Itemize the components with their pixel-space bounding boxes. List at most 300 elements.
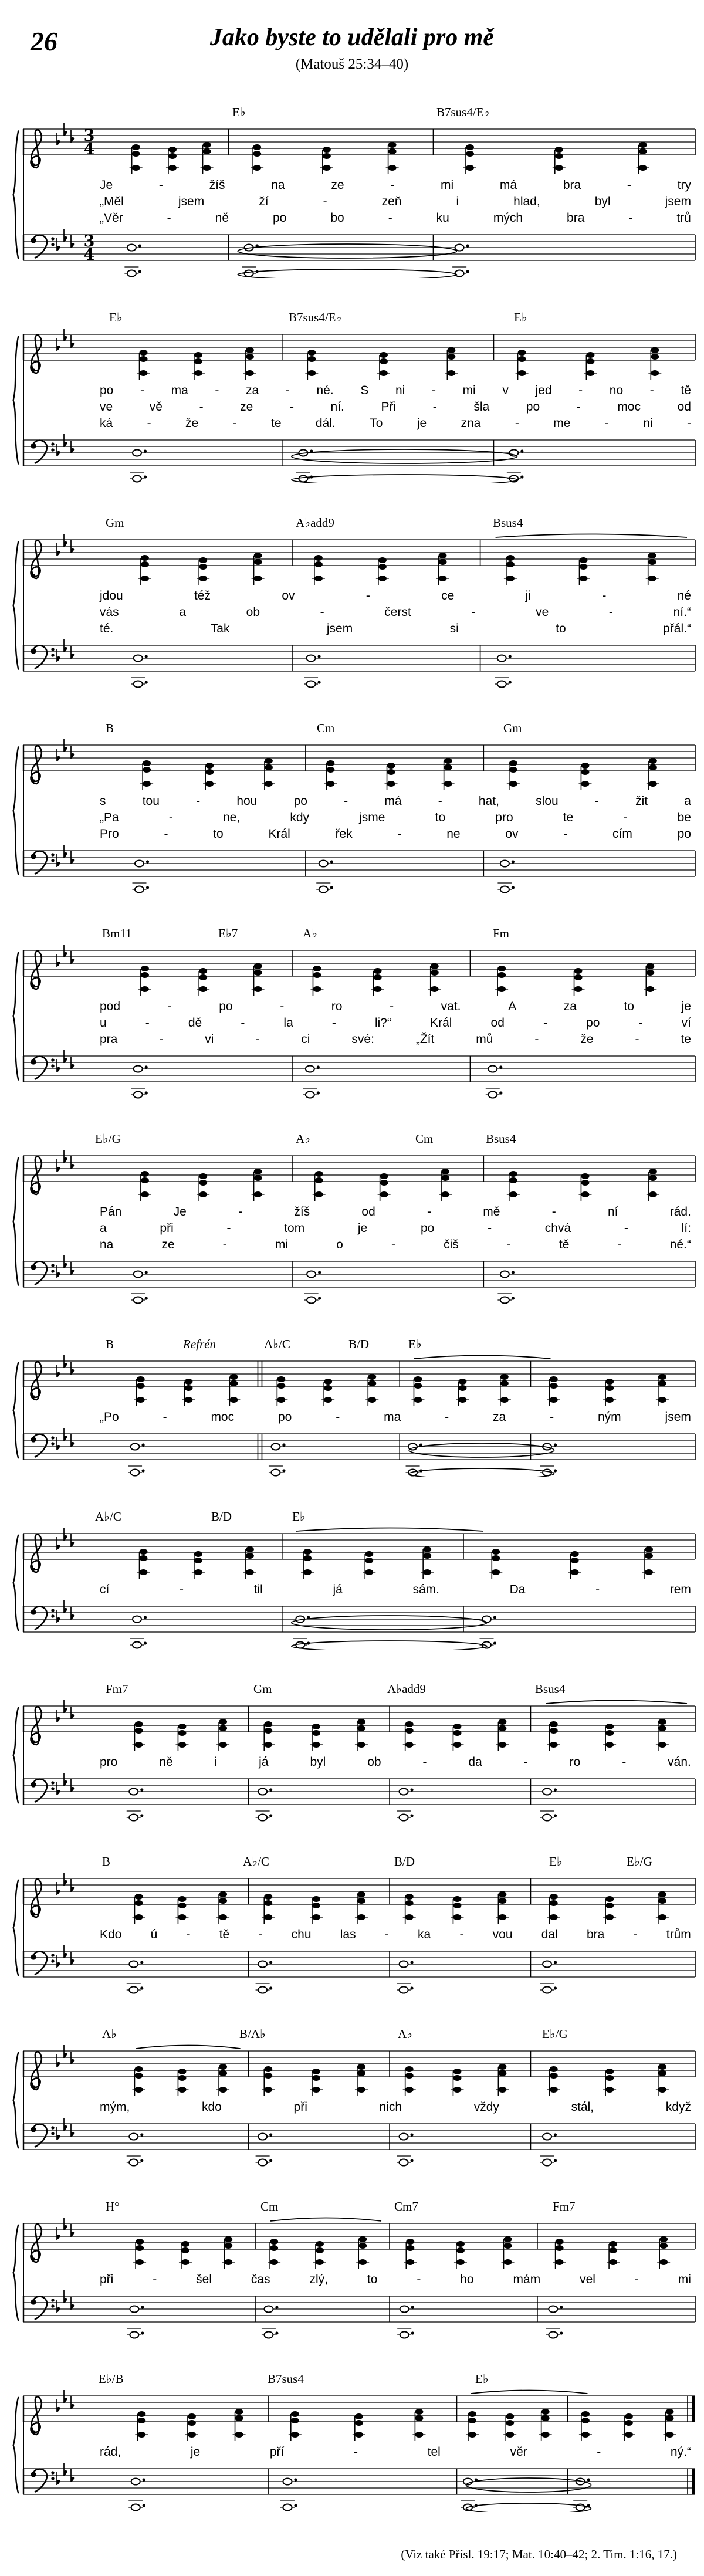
- lyric-syllable: tou: [142, 794, 160, 808]
- lyric-syllable: zeň: [381, 195, 402, 208]
- footnote: (Viz také Přísl. 19:17; Mat. 10:40–42; 2. Tim. 1:16, 17.): [401, 2547, 677, 2561]
- lyric-syllable: za: [246, 384, 259, 397]
- lyric-syllable: -: [147, 417, 151, 430]
- lyric-syllable: -: [417, 2273, 421, 2286]
- treble-staff-drawing: [0, 941, 704, 997]
- lyric-syllable: vás: [100, 605, 119, 619]
- chord-label: A♭: [102, 2027, 117, 2041]
- bass-staff: [0, 1944, 704, 1995]
- chord-row: [0, 720, 704, 736]
- treble-staff: [0, 941, 704, 997]
- lyric-syllable: vi: [205, 1033, 214, 1046]
- lyric-syllable: si: [449, 622, 459, 635]
- lyric-syllable: kdy: [290, 811, 309, 824]
- lyric-line: [100, 399, 691, 415]
- lyric-syllable: je: [190, 2445, 201, 2459]
- lyric-syllable: trů: [676, 211, 691, 225]
- lyric-syllable: mi: [440, 178, 454, 192]
- lyric-syllable: be: [677, 811, 691, 824]
- lyric-syllable: ro: [569, 1755, 581, 1769]
- chord-label: A♭: [398, 2027, 413, 2041]
- lyric-syllable: cí: [100, 1583, 110, 1596]
- bass-staff-drawing: [0, 1427, 704, 1477]
- system-start-barline: [23, 129, 24, 260]
- bass-staff: [0, 1049, 704, 1099]
- lyric-syllable: né.: [316, 384, 334, 397]
- lyric-syllable: vždy: [473, 2100, 499, 2114]
- lyric-syllable: čerst: [384, 605, 411, 619]
- chord-label: Gm: [253, 1682, 272, 1696]
- treble-staff: [0, 1697, 704, 1753]
- system-brace-icon: [12, 129, 20, 260]
- music-system: [0, 1681, 704, 1822]
- chord-label: B: [102, 1854, 111, 1868]
- lyric-syllable: To: [370, 417, 383, 430]
- lyric-syllable: pro: [100, 1755, 118, 1769]
- lyric-syllable: -: [159, 1033, 164, 1046]
- lyric-syllable: -: [179, 1583, 184, 1596]
- lyric-syllable: když: [665, 2100, 691, 2114]
- system-brace-icon: [12, 540, 20, 671]
- chord-label: E♭: [292, 1509, 306, 1524]
- chord-label: A♭add9: [387, 1682, 426, 1696]
- treble-staff: [0, 1352, 704, 1408]
- lyric-syllable: ne: [446, 827, 461, 841]
- chord-label: H°: [106, 2199, 120, 2213]
- lyric-line: [100, 1015, 691, 1031]
- music-system: [0, 2026, 704, 2167]
- chord-row: [0, 926, 704, 941]
- lyric-syllable: -: [289, 400, 294, 414]
- bass-staff: [0, 2289, 704, 2340]
- lyric-syllable: -: [638, 1016, 643, 1030]
- lyric-syllable: mám: [513, 2273, 541, 2286]
- lyric-syllable: moc: [617, 400, 641, 414]
- lyric-line: [100, 1409, 691, 1426]
- chord-label: E♭7: [218, 926, 238, 940]
- chord-label: E♭: [475, 2372, 489, 2386]
- lyric-line: [100, 998, 691, 1015]
- lyric-line: [100, 810, 691, 826]
- lyrics-block: [0, 176, 704, 228]
- lyric-syllable: té.: [100, 622, 114, 635]
- lyric-syllable: šla: [473, 400, 490, 414]
- lyric-syllable: -: [186, 1928, 191, 1941]
- lyric-syllable: -: [199, 400, 204, 414]
- lyric-syllable: -: [649, 384, 654, 397]
- lyric-line: [100, 2099, 691, 2115]
- chord-label: E♭: [408, 1337, 422, 1351]
- chord-label: E♭/G: [542, 2027, 568, 2041]
- lyric-syllable: a: [100, 1221, 107, 1235]
- chord-label: B/D: [394, 1854, 415, 1868]
- treble-staff: [0, 1146, 704, 1203]
- lyric-syllable: -: [576, 400, 581, 414]
- lyric-syllable: ní.“: [673, 605, 691, 619]
- lyric-syllable: -: [594, 794, 599, 808]
- bass-staff-drawing: [0, 228, 704, 278]
- lyric-syllable: -: [140, 384, 144, 397]
- lyric-syllable: má: [384, 794, 402, 808]
- lyric-syllable: -: [258, 1928, 263, 1941]
- lyric-syllable: bra: [587, 1928, 605, 1941]
- chord-label: B: [106, 721, 114, 735]
- system-start-barline: [23, 1534, 24, 1632]
- lyric-line: [100, 588, 691, 604]
- chord-label: Bm11: [102, 926, 132, 940]
- bass-staff-drawing: [0, 1772, 704, 1822]
- lyric-syllable: od: [361, 1205, 375, 1218]
- chord-row: [0, 2371, 704, 2387]
- chord-label: E♭/G: [95, 1132, 121, 1146]
- lyric-syllable: též: [194, 589, 211, 602]
- lyric-syllable: jsem: [326, 622, 353, 635]
- lyric-syllable: -: [602, 589, 607, 602]
- lyric-line: [100, 2444, 691, 2460]
- lyric-syllable: ob: [246, 605, 260, 619]
- chord-label: A♭: [303, 926, 318, 940]
- lyric-syllable: ze: [161, 1238, 175, 1251]
- system-start-barline: [23, 1156, 24, 1287]
- lyric-syllable: -: [635, 1033, 639, 1046]
- lyric-syllable: po: [421, 1221, 435, 1235]
- treble-staff: [0, 1524, 704, 1580]
- lyric-syllable: -: [551, 1205, 556, 1218]
- lyric-syllable: věr: [510, 2445, 527, 2459]
- lyric-syllable: „Věr: [100, 211, 123, 225]
- lyric-syllable: o: [336, 1238, 343, 1251]
- lyric-syllable: -: [578, 384, 583, 397]
- treble-staff: [0, 2214, 704, 2270]
- lyric-syllable: na: [100, 1238, 114, 1251]
- lyric-syllable: bo: [330, 211, 344, 225]
- chord-label: B7sus4: [268, 2372, 304, 2386]
- lyric-syllable: -: [390, 178, 395, 192]
- bass-staff: [0, 638, 704, 689]
- lyric-syllable: slou: [536, 794, 559, 808]
- lyric-syllable: ví: [681, 1016, 691, 1030]
- lyric-syllable: ve: [100, 400, 113, 414]
- lyric-syllable: né.“: [669, 1238, 691, 1251]
- lyric-syllable: -: [323, 195, 327, 208]
- lyric-syllable: -: [163, 1410, 167, 1424]
- lyric-syllable: žíš: [209, 178, 225, 192]
- lyric-syllable: try: [677, 178, 691, 192]
- lyric-syllable: vat.: [441, 1000, 461, 1013]
- system-brace-icon: [12, 950, 20, 1082]
- lyric-syllable: žíš: [294, 1205, 310, 1218]
- lyric-syllable: ro: [331, 1000, 343, 1013]
- lyric-syllable: stál,: [571, 2100, 594, 2114]
- music-system: [0, 1854, 704, 1995]
- system-start-barline: [23, 540, 24, 671]
- lyric-syllable: -: [633, 1928, 638, 1941]
- bass-staff-drawing: [0, 2289, 704, 2340]
- lyric-syllable: já: [259, 1755, 269, 1769]
- lyric-syllable: Pro: [100, 827, 119, 841]
- chord-label: A♭add9: [296, 516, 334, 530]
- system-start-barline: [23, 334, 24, 466]
- lyric-syllable: ván.: [668, 1755, 691, 1769]
- lyric-syllable: po: [273, 211, 287, 225]
- lyric-syllable: -: [543, 1016, 547, 1030]
- treble-staff: [0, 120, 704, 176]
- lyric-syllable: mi: [462, 384, 476, 397]
- lyric-syllable: tom: [284, 1221, 305, 1235]
- lyric-syllable: jsme: [359, 811, 385, 824]
- lyric-syllable: -: [623, 811, 628, 824]
- chord-label: E♭: [549, 1854, 563, 1868]
- lyric-line: [100, 793, 691, 810]
- bass-staff-drawing: [0, 1254, 704, 1305]
- lyric-syllable: -: [397, 827, 402, 841]
- chord-label: Cm: [415, 1132, 434, 1146]
- lyric-syllable: -: [459, 1928, 464, 1941]
- lyric-syllable: -: [320, 605, 324, 619]
- lyric-syllable: tě: [681, 384, 691, 397]
- music-system: [0, 1131, 704, 1305]
- lyric-line: [100, 2272, 691, 2288]
- lyric-syllable: ne,: [222, 811, 241, 824]
- treble-staff-drawing: [0, 1697, 704, 1753]
- lyric-syllable: Tak: [210, 622, 230, 635]
- lyrics-block: [0, 381, 704, 433]
- lyric-syllable: no: [609, 384, 624, 397]
- treble-staff-drawing: [0, 1352, 704, 1408]
- lyric-syllable: moc: [211, 1410, 235, 1424]
- lyric-syllable: -: [628, 211, 633, 225]
- lyric-line: [100, 177, 691, 194]
- lyric-syllable: Da: [509, 1583, 526, 1596]
- lyric-syllable: -: [432, 400, 437, 414]
- chord-label: A♭/C: [95, 1509, 121, 1524]
- lyric-syllable: -: [627, 178, 631, 192]
- lyric-syllable: ze: [240, 400, 253, 414]
- system-brace-icon: [12, 745, 20, 876]
- lyric-line: [100, 210, 691, 226]
- lyric-syllable: mů: [476, 1033, 493, 1046]
- score: [0, 102, 704, 2512]
- chord-row: [0, 1681, 704, 1697]
- lyric-syllable: nich: [379, 2100, 402, 2114]
- lyric-syllable: -: [222, 1238, 227, 1251]
- lyric-syllable: po: [219, 1000, 233, 1013]
- lyric-syllable: cím: [612, 827, 632, 841]
- chord-row: [0, 1509, 704, 1524]
- treble-staff-drawing: [0, 2214, 704, 2270]
- lyric-syllable: že: [185, 417, 199, 430]
- song-number: 26: [31, 26, 57, 56]
- lyric-syllable: na: [271, 178, 285, 192]
- lyrics-block: [0, 1753, 704, 1772]
- lyric-syllable: pra: [100, 1033, 118, 1046]
- lyric-syllable: za: [493, 1410, 506, 1424]
- lyric-syllable: ný.“: [670, 2445, 691, 2459]
- music-system: [0, 926, 704, 1099]
- lyric-syllable: od: [490, 1016, 505, 1030]
- lyric-syllable: chvá: [544, 1221, 571, 1235]
- lyric-syllable: u: [100, 1016, 107, 1030]
- treble-staff-drawing: [0, 1869, 704, 1925]
- music-system: [0, 720, 704, 894]
- lyric-syllable: mě: [483, 1205, 500, 1218]
- lyric-syllable: pod: [100, 1000, 121, 1013]
- page-title: Jako byste to udělali pro mě: [209, 24, 495, 51]
- bass-staff: [0, 1254, 704, 1305]
- lyric-syllable: kdo: [202, 2100, 222, 2114]
- lyric-syllable: ka: [418, 1928, 431, 1941]
- lyric-syllable: -: [427, 1205, 432, 1218]
- lyric-syllable: ze: [331, 178, 344, 192]
- bass-staff-drawing: [0, 2462, 704, 2512]
- lyric-syllable: zlý,: [309, 2273, 329, 2286]
- lyric-syllable: své:: [351, 1033, 374, 1046]
- lyric-syllable: til: [253, 1583, 263, 1596]
- lyric-syllable: pro: [495, 811, 513, 824]
- chord-label: A♭/C: [264, 1337, 290, 1351]
- system-start-barline: [23, 950, 24, 1082]
- lyric-syllable: za: [563, 1000, 577, 1013]
- lyric-syllable: a: [684, 794, 691, 808]
- lyric-syllable: -: [550, 1410, 554, 1424]
- lyric-syllable: ce: [441, 589, 455, 602]
- music-system: [0, 1336, 704, 1477]
- lyric-syllable: mým,: [100, 2100, 130, 2114]
- lyric-syllable: ni: [395, 384, 405, 397]
- lyric-syllable: Je: [173, 1205, 187, 1218]
- lyric-syllable: sám.: [412, 1583, 439, 1596]
- lyric-syllable: -: [506, 1238, 511, 1251]
- lyric-line: [100, 382, 691, 399]
- system-brace-icon: [12, 2223, 20, 2322]
- lyric-syllable: -: [563, 827, 568, 841]
- treble-staff: [0, 1869, 704, 1925]
- lyric-syllable: Pán: [100, 1205, 122, 1218]
- bass-staff-drawing: [0, 1049, 704, 1099]
- chord-label: B/D: [348, 1337, 370, 1351]
- chord-label: E♭: [232, 105, 246, 119]
- lyric-syllable: „Pa: [100, 811, 119, 824]
- bass-staff: [0, 844, 704, 894]
- bass-staff-drawing: [0, 638, 704, 689]
- lyric-syllable: -: [597, 2445, 601, 2459]
- lyric-syllable: je: [417, 417, 427, 430]
- chord-label: Fm7: [106, 1682, 128, 1696]
- bass-staff-drawing: [0, 2117, 704, 2167]
- lyric-syllable: to: [435, 811, 446, 824]
- lyric-syllable: bra: [563, 178, 581, 192]
- lyric-syllable: -: [158, 178, 163, 192]
- lyric-syllable: trům: [666, 1928, 691, 1941]
- lyric-syllable: -: [445, 1410, 449, 1424]
- lyric-syllable: má: [499, 178, 517, 192]
- lyric-syllable: S: [360, 384, 369, 397]
- music-system: [0, 2199, 704, 2340]
- chord-label: A♭/C: [243, 1854, 269, 1868]
- lyric-syllable: s: [100, 794, 106, 808]
- lyric-syllable: -: [167, 1000, 172, 1013]
- lyric-syllable: jsem: [665, 1410, 691, 1424]
- lyric-syllable: po: [586, 1016, 600, 1030]
- lyric-syllable: da: [468, 1755, 482, 1769]
- lyric-line: [100, 415, 691, 432]
- chord-label: Bsus4: [535, 1682, 566, 1696]
- lyric-syllable: i: [456, 195, 459, 208]
- lyric-syllable: dal: [541, 1928, 558, 1941]
- chord-label: E♭: [514, 310, 527, 324]
- scripture-reference: (Matouš 25:34–40): [295, 56, 409, 72]
- chord-label: B7sus4/E♭: [289, 310, 342, 324]
- lyric-line: [100, 1031, 691, 1048]
- bass-staff-drawing: [0, 1944, 704, 1995]
- lyric-syllable: -: [515, 417, 519, 430]
- chord-label: B/D: [211, 1509, 232, 1524]
- svg-text:3: 3: [83, 127, 95, 145]
- lyric-syllable: te: [563, 811, 574, 824]
- chord-label: A♭: [296, 1132, 311, 1146]
- bass-staff: [0, 1599, 704, 1650]
- lyric-syllable: -: [608, 605, 613, 619]
- system-start-barline: [23, 2051, 24, 2150]
- lyric-syllable: čas: [251, 2273, 270, 2286]
- lyric-line: [100, 826, 691, 842]
- lyric-syllable: ně: [159, 1755, 173, 1769]
- lyric-syllable: ku: [436, 211, 449, 225]
- system-brace-icon: [12, 2396, 20, 2494]
- chord-row: [0, 310, 704, 325]
- lyric-syllable: -: [634, 2273, 639, 2286]
- chord-label: Gm: [106, 516, 124, 530]
- treble-staff: [0, 736, 704, 792]
- lyric-syllable: ným: [597, 1410, 621, 1424]
- lyric-line: [100, 1582, 691, 1598]
- lyric-syllable: -: [388, 211, 392, 225]
- treble-staff-drawing: [0, 2042, 704, 2098]
- treble-staff-drawing: [0, 1146, 704, 1203]
- chord-label: Cm: [260, 2199, 279, 2213]
- lyric-syllable: ma: [171, 384, 188, 397]
- lyric-syllable: „Žít: [415, 1033, 435, 1046]
- treble-staff-drawing: [0, 120, 704, 176]
- lyrics-block: [0, 2270, 704, 2289]
- lyric-syllable: po: [293, 794, 307, 808]
- lyric-syllable: ve: [536, 605, 549, 619]
- lyric-syllable: -: [686, 417, 691, 430]
- treble-staff: [0, 2042, 704, 2098]
- lyric-syllable: žit: [635, 794, 648, 808]
- lyric-syllable: při: [100, 2273, 114, 2286]
- lyric-syllable: to: [556, 622, 566, 635]
- lyric-syllable: li?“: [374, 1016, 391, 1030]
- chord-label: Fm7: [553, 2199, 576, 2213]
- lyric-syllable: ob: [367, 1755, 381, 1769]
- bass-staff-drawing: [0, 433, 704, 483]
- lyric-syllable: bra: [567, 211, 585, 225]
- lyric-syllable: -: [145, 1016, 150, 1030]
- chord-label: E♭/B: [99, 2372, 124, 2386]
- chord-row: [0, 2199, 704, 2214]
- lyric-syllable: -: [534, 1033, 539, 1046]
- lyric-syllable: -: [353, 2445, 358, 2459]
- chord-row: [0, 104, 704, 120]
- lyric-syllable: -: [164, 827, 168, 841]
- lyric-line: [100, 1220, 691, 1237]
- lyric-syllable: ni: [643, 417, 653, 430]
- lyric-syllable: ně: [215, 211, 229, 225]
- lyric-syllable: to: [367, 2273, 378, 2286]
- lyric-syllable: -: [431, 384, 436, 397]
- lyric-syllable: v: [502, 384, 509, 397]
